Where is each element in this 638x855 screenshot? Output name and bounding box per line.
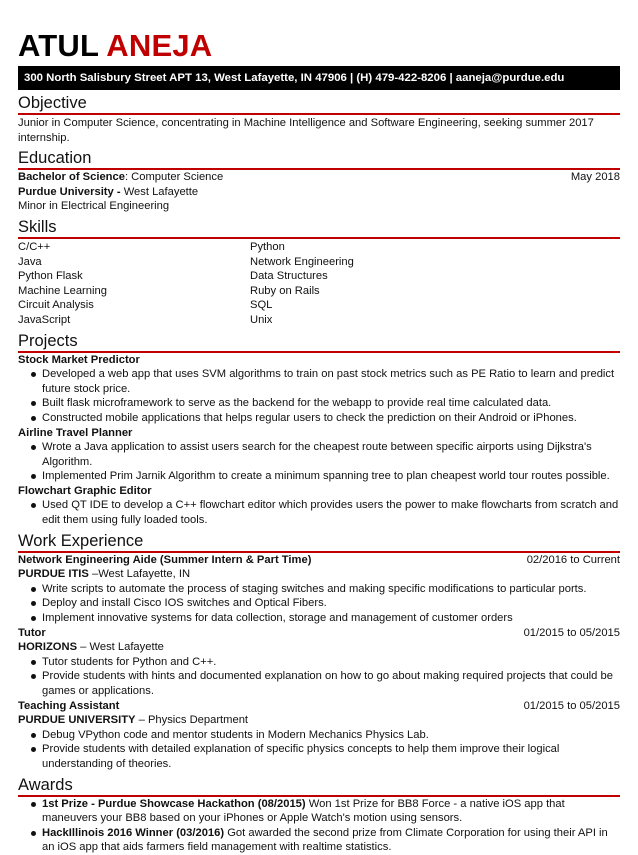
award-item — [42, 797, 620, 826]
job-org-row — [18, 640, 620, 655]
school-name: Purdue University - — [18, 185, 124, 198]
job-header — [18, 553, 620, 568]
skill-item: Java — [18, 255, 42, 268]
job-org-row — [18, 713, 620, 728]
candidate-name — [18, 0, 620, 64]
job-dates: 01/2015 to 05/2015 — [523, 699, 620, 712]
section-title-projects: Projects — [18, 332, 620, 353]
bullet-item: Debug VPython code and mentor students in Modern Mechanics Physics Lab. — [42, 728, 620, 743]
job-bullets — [18, 655, 620, 699]
bullet-item: Write scripts to automate the process of staging switches and making specific modifications to particular ports. — [42, 582, 620, 597]
bullet-item: Wrote a Java application to assist users search for the cheapest route between specific airports using Dijkstra's Algorithm. — [42, 440, 620, 469]
job-org-detail: – Physics Department — [135, 714, 249, 727]
project-name: Stock Market Predictor — [18, 353, 140, 366]
job-org: PURDUE ITIS — [18, 568, 89, 581]
award-description: Got awarded the second prize from Climate Corporation for using their API in an iOS app that aids farmers field management with realtime statistics. — [42, 826, 608, 854]
project-bullets — [18, 367, 620, 425]
section-title-awards: Awards — [18, 776, 620, 797]
section-title-skills: Skills — [18, 218, 620, 239]
last-name: ANEJA — [106, 28, 213, 63]
skill-item: Ruby on Rails — [250, 284, 320, 297]
job-role: Network Engineering Aide (Summer Intern & Part Time) — [18, 553, 312, 566]
bullet-item: Tutor students for Python and C++. — [42, 655, 620, 670]
job-role: Tutor — [18, 626, 46, 639]
award-item — [42, 826, 620, 855]
skill-item: Network Engineering — [250, 255, 354, 268]
skill-item: Machine Learning — [18, 284, 107, 297]
award-title: HackIllinois 2016 Winner (03/2016) — [42, 826, 225, 839]
award-title: 1st Prize - Purdue Showcase Hackathon (08/2015) — [42, 797, 306, 810]
bullet-item: Developed a web app that uses SVM algorithms to train on past stock metrics such as PE Ratio to learn and predict future stock price. — [42, 367, 620, 396]
bullet-item: Used QT IDE to develop a C++ flowchart editor which provides users the power to make flowcharts from scratch and edit them using fully loaded tools. — [42, 499, 619, 527]
degree-field: : Computer Science — [124, 171, 224, 184]
skill-item: Data Structures — [250, 270, 328, 283]
project-bullets — [18, 440, 620, 484]
education-school-row — [18, 185, 620, 200]
project-bullets — [18, 498, 620, 527]
job-header — [18, 699, 620, 714]
job-org-row — [18, 567, 620, 582]
skills-grid — [18, 240, 620, 328]
skill-item: JavaScript — [18, 313, 71, 326]
section-title-work: Work Experience — [18, 532, 620, 553]
bullet-item: Built flask microframework to serve as the backend for the webapp to provide real time calculated data. — [42, 396, 620, 411]
graduation-date: May 2018 — [570, 171, 620, 184]
job-dates: 01/2015 to 05/2015 — [523, 626, 620, 639]
bullet-item: Implement innovative systems for data collection, storage and management of customer orders — [42, 611, 620, 626]
section-title-education: Education — [18, 149, 620, 170]
first-name: ATUL — [18, 28, 99, 63]
bullet-item: Deploy and install Cisco IOS switches and Optical Fibers. — [42, 596, 620, 611]
job-role: Teaching Assistant — [18, 699, 120, 712]
job-org-detail: – West Lafayette — [77, 641, 164, 654]
school-location: West Lafayette — [123, 185, 199, 198]
job-org: PURDUE UNIVERSITY — [18, 714, 136, 727]
skill-item: Python — [250, 240, 285, 253]
skill-item: Circuit Analysis — [18, 299, 94, 312]
degree-label: Bachelor of Science — [18, 171, 125, 184]
section-title-objective: Objective — [18, 94, 620, 115]
bullet-item: Provide students with hints and documented explanation on how to go about making required projects that could be games or applications. — [42, 669, 620, 698]
skill-item: Python Flask — [18, 270, 83, 283]
education-degree-row — [18, 170, 620, 185]
education-minor: Minor in Electrical Engineering — [18, 200, 170, 213]
skill-item: SQL — [250, 299, 273, 312]
project-name: Flowchart Graphic Editor — [18, 484, 152, 497]
bullet-item: Constructed mobile applications that helps regular users to check the prediction on their Android or iPhones. — [42, 411, 620, 426]
skill-item: C/C++ — [18, 240, 51, 253]
skill-item: Unix — [250, 313, 273, 326]
job-org-detail: –West Lafayette, IN — [88, 568, 191, 581]
job-bullets — [18, 582, 620, 626]
bullet-item: Provide students with detailed explanation of specific physics concepts to help them improve their logical understanding of theories. — [42, 742, 620, 771]
contact-bar: 300 North Salisbury Street APT 13, West Lafayette, IN 47906 | (H) 479-422-8206 | aaneja@purdue.edu — [18, 66, 620, 90]
bullet-item: Implemented Prim Jarnik Algorithm to create a minimum spanning tree to plan cheapest world tour routes possible. — [42, 469, 620, 484]
job-header — [18, 626, 620, 641]
job-bullets — [18, 728, 620, 772]
job-dates: 02/2016 to Current — [526, 553, 620, 566]
project-name: Airline Travel Planner — [18, 426, 133, 439]
award-description: Won 1st Prize for BB8 Force - a native iOS app that maneuvers your BB8 based on your iPhones or Apple Watch's motion using sensors. — [42, 797, 565, 825]
objective-text: Junior in Computer Science, concentrating in Machine Intelligence and Software Engineering, seeking summer 2017 internship. — [18, 117, 594, 144]
job-org: HORIZONS — [18, 641, 78, 654]
